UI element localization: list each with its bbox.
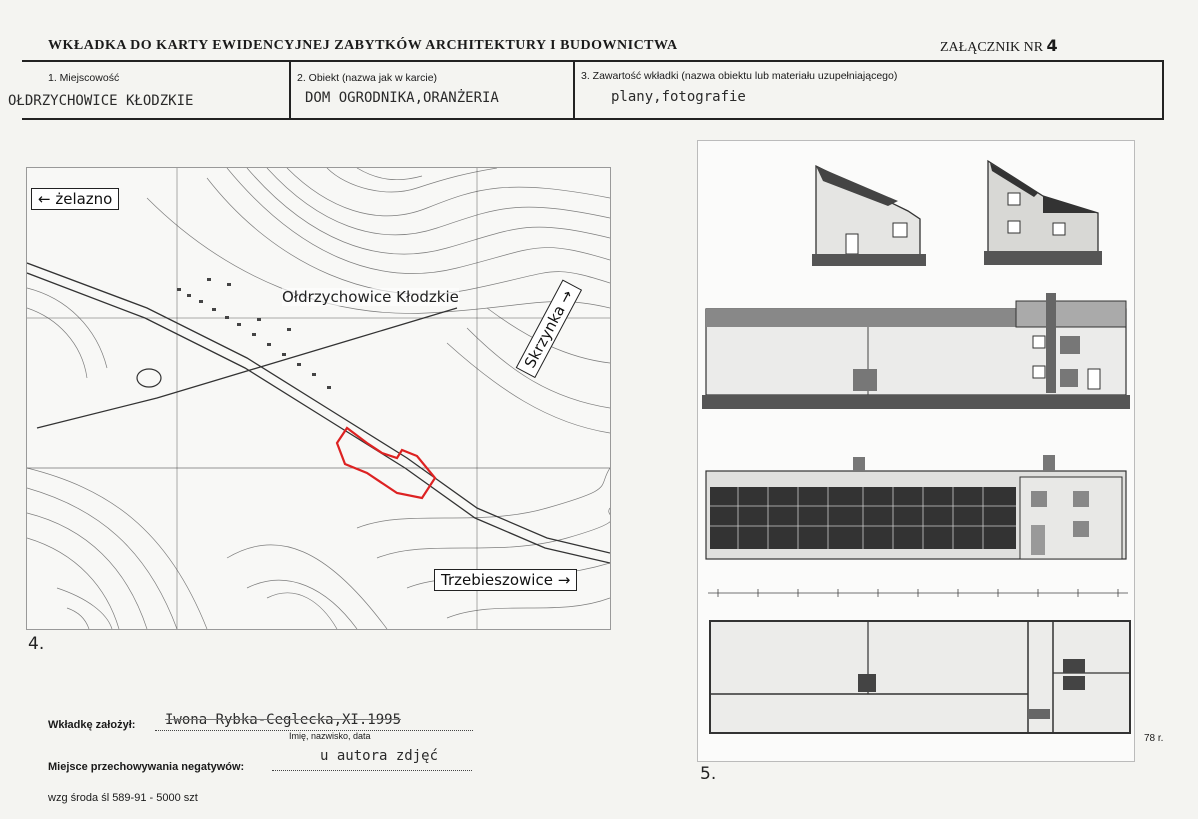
field-1-value: OŁDRZYCHOWICE KŁODZKIE <box>8 93 194 109</box>
floor-plan <box>710 621 1130 733</box>
negatives-dotted-line <box>272 770 472 771</box>
map-drawing <box>27 168 610 629</box>
town-label: Ołdrzychowice Kłodzkie <box>282 288 459 306</box>
form-title: WKŁADKA DO KARTY EWIDENCYJNEJ ZABYTKÓW ARCHITEKTURY I BUDOWNICTWA <box>48 38 678 53</box>
fields-bottom-rule <box>22 118 1164 120</box>
annex-label <box>940 36 1058 56</box>
topographic-map <box>26 167 611 630</box>
plans-year-note: 78 r. <box>1144 733 1164 744</box>
annex-label-text: ZAŁĄCZNIK NR <box>940 40 1044 55</box>
field-2-label: 2. Obiekt (nazwa jak w karcie) <box>297 72 438 84</box>
figure-number-plans: 5. <box>700 764 717 784</box>
figure-number-map: 4. <box>28 634 45 654</box>
header-rule <box>22 60 1164 62</box>
front-elevation <box>706 455 1126 559</box>
longitudinal-section <box>702 293 1130 409</box>
negatives-label: Miejsce przechowywania negatywów: <box>48 761 245 773</box>
author-value: Iwona Rybka-Ceglecka,XI.1995 <box>165 712 402 728</box>
side-elevation-right <box>984 161 1102 265</box>
scale-bar <box>708 589 1128 597</box>
print-note: wzg środa śl 589-91 - 5000 szt <box>48 792 198 804</box>
direction-label-zelazno: ← żelazno <box>31 188 119 210</box>
field-divider-2 <box>573 60 575 120</box>
plans-drawing <box>698 141 1134 761</box>
author-label: Wkładkę założył: <box>48 719 136 731</box>
field-3-label: 3. Zawartość wkładki (nazwa obiektu lub materiału uzupełniającego) <box>581 70 898 82</box>
field-3-value: plany,fotografie <box>611 89 746 105</box>
field-divider-1 <box>289 60 291 120</box>
field-1-label: 1. Miejscowość <box>48 72 120 84</box>
side-elevation-left <box>812 166 926 266</box>
author-hint: Imię, nazwisko, data <box>289 731 371 741</box>
architectural-drawings <box>697 140 1135 762</box>
field-2-value: DOM OGRODNIKA,ORANŻERIA <box>305 90 499 106</box>
direction-label-skrzynka: Skrzynka → <box>516 280 582 378</box>
field-divider-right <box>1162 60 1164 120</box>
annex-number: 4 <box>1046 36 1058 55</box>
negatives-value: u autora zdjęć <box>320 748 439 764</box>
direction-label-trzebieszowice: Trzebieszowice → <box>434 569 577 591</box>
